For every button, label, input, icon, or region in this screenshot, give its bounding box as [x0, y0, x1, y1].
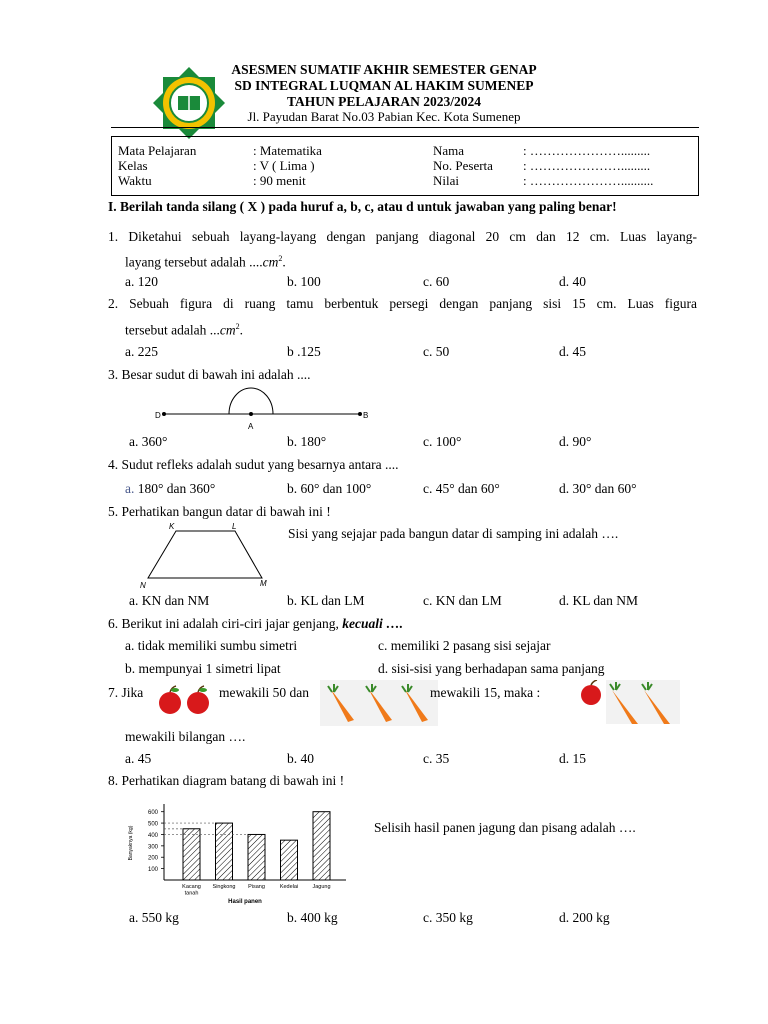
school-address: Jl. Payudan Barat No.03 Pabian Kec. Kota Sumenep: [247, 109, 521, 124]
angle-diagram: [150, 380, 380, 432]
bar-2: [248, 834, 265, 880]
x-tick-label: Kedelai: [279, 884, 299, 890]
q1-option-c[interactable]: c. 60: [423, 274, 450, 289]
q3-option-a[interactable]: a. 360°: [129, 434, 168, 449]
q2-text-line2: tersebut adalah $...cm^2$.: [125, 322, 243, 338]
q4-option-b[interactable]: b. 60° dan 100°: [287, 481, 372, 496]
q2-option-c[interactable]: c. 50: [423, 344, 450, 359]
x-tick-label: Jagung: [312, 884, 331, 890]
apple-carrot-group: [576, 680, 680, 724]
q6-option-a[interactable]: a. tidak memiliki sumbu simetri: [125, 638, 298, 653]
q4-text: 4. Sudut refleks adalah sudut yang besarnya antara ....: [108, 457, 399, 472]
x-tick-label: Singkong: [212, 884, 236, 890]
angle-arc: [229, 388, 273, 414]
q5-text: 5. Perhatikan bangun datar di bawah ini !: [108, 504, 331, 519]
q7-option-b[interactable]: b. 40: [287, 751, 314, 766]
apple-icon: [159, 686, 181, 714]
point-a: [249, 412, 253, 416]
subject-value: : Matematika: [253, 143, 322, 158]
y-tick-label: 200: [147, 855, 158, 862]
y-tick-label: 500: [147, 821, 158, 828]
q5-side-text: Sisi yang sejajar pada bangun datar di samping ini adalah ….: [288, 526, 619, 541]
apple-icon-pair: [156, 685, 214, 717]
trapezoid-diagram: [136, 520, 272, 592]
label-b: B: [363, 411, 369, 420]
time-value: : 90 menit: [253, 173, 306, 188]
label-k: K: [169, 522, 175, 531]
q2-option-b[interactable]: b .125: [287, 344, 321, 359]
label-n: N: [140, 581, 146, 590]
q6-option-c[interactable]: c. memiliki 2 pasang sisi sejajar: [378, 638, 551, 653]
q8-option-b[interactable]: b. 400 kg: [287, 910, 338, 925]
y-tick-label: 300: [147, 844, 158, 851]
apple-icon: [187, 686, 209, 714]
q5-option-d[interactable]: d. KL dan NM: [559, 593, 638, 608]
q3-option-d[interactable]: d. 90°: [559, 434, 592, 449]
q4-option-d[interactable]: d. 30° dan 60°: [559, 481, 637, 496]
header-rule: [111, 127, 699, 128]
label-m: M: [260, 579, 267, 588]
y-tick-label: 600: [147, 810, 158, 817]
x-tick-label: Kacang: [182, 884, 201, 890]
q7-option-a[interactable]: a. 45: [125, 751, 152, 766]
student-info-box: [111, 136, 699, 196]
q6-text: 6. Berikut ini adalah ciri-ciri jajar genjang, kecuali ….: [108, 616, 404, 631]
school-year: TAHUN PELAJARAN 2023/2024: [286, 94, 481, 109]
q1-option-b[interactable]: b. 100: [287, 274, 321, 289]
q7-option-c[interactable]: c. 35: [423, 751, 450, 766]
trapezoid-shape: [148, 531, 262, 578]
label-l: L: [232, 522, 237, 531]
q8-text: 8. Perhatikan diagram batang di bawah ini !: [108, 773, 345, 788]
label-a: A: [248, 422, 254, 431]
q7-carrot-text: mewakili 15, maka :: [430, 685, 541, 700]
class-value: : V ( Lima ): [253, 158, 315, 173]
q1-text-line1: 1. Diketahui sebuah layang-layang dengan panjang diagonal 20 cm dan 12 cm. Luas layang-: [108, 229, 697, 244]
apple-icon: [581, 680, 601, 705]
label-d: D: [155, 411, 161, 420]
q7-option-d[interactable]: d. 15: [559, 751, 586, 766]
y-tick-label: 400: [147, 832, 158, 839]
q1-option-a[interactable]: a. 120: [125, 274, 158, 289]
bar-3: [281, 840, 298, 880]
participant-number-field[interactable]: : ………………….........: [523, 158, 651, 173]
q6-option-b[interactable]: b. mempunyai 1 simetri lipat: [125, 661, 281, 676]
y-axis-label: Banyaknya (kg): [128, 825, 134, 861]
harvest-bar-chart: [112, 798, 352, 908]
q1-text-line2: layang tersebut adalah $....cm^2$.: [125, 254, 286, 270]
q4-option-a[interactable]: a. 180° dan 360°: [125, 481, 216, 496]
q2-option-d[interactable]: d. 45: [559, 344, 586, 359]
q2-option-a[interactable]: a. 225: [125, 344, 158, 359]
y-tick-label: 100: [147, 867, 158, 874]
q5-option-b[interactable]: b. KL dan LM: [287, 593, 365, 608]
x-tick-label: Pisang: [248, 884, 265, 890]
q8-option-d[interactable]: d. 200 kg: [559, 910, 610, 925]
q3-text: 3. Besar sudut di bawah ini adalah ....: [108, 367, 311, 382]
name-label: Nama: [433, 143, 465, 158]
q7-apple-text: mewakili 50 dan: [219, 685, 309, 700]
score-label: Nilai: [433, 173, 459, 188]
q7-jika: 7. Jika: [108, 685, 144, 700]
point-d: [162, 412, 166, 416]
bar-4: [313, 812, 330, 880]
school-name: SD INTEGRAL LUQMAN AL HAKIM SUMENEP: [234, 78, 534, 93]
exam-title: ASESMEN SUMATIF AKHIR SEMESTER GENAP: [231, 62, 537, 77]
q4-option-c[interactable]: c. 45° dan 60°: [423, 481, 500, 496]
carrot-icon-group: [320, 680, 438, 726]
q2-text-line1: 2. Sebuah figura di ruang tamu berbentuk persegi dengan panjang sisi 15 cm. Luas figura: [108, 296, 697, 311]
subject-label: Mata Pelajaran: [118, 143, 197, 158]
participant-number-label: No. Peserta: [433, 158, 493, 173]
q8-option-c[interactable]: c. 350 kg: [423, 910, 473, 925]
score-field[interactable]: : …………………..........: [523, 173, 654, 188]
x-tick-label: tanah: [184, 890, 199, 897]
q3-option-c[interactable]: c. 100°: [423, 434, 462, 449]
q5-option-c[interactable]: c. KN dan LM: [423, 593, 502, 608]
time-label: Waktu: [118, 173, 152, 188]
x-axis-label: Hasil panen: [228, 899, 262, 905]
bar-1: [216, 823, 233, 880]
class-label: Kelas: [118, 158, 148, 173]
q1-option-d[interactable]: d. 40: [559, 274, 586, 289]
q8-side-text: Selisih hasil panen jagung dan pisang adalah ….: [374, 820, 636, 835]
q8-option-a[interactable]: a. 550 kg: [129, 910, 179, 925]
name-field[interactable]: : ………………….........: [523, 143, 651, 158]
q3-option-b[interactable]: b. 180°: [287, 434, 327, 449]
point-b: [358, 412, 362, 416]
q7-text-line2: mewakili bilangan ….: [125, 729, 246, 744]
q5-option-a[interactable]: a. KN dan NM: [129, 593, 210, 608]
q6-option-d[interactable]: d. sisi-sisi yang berhadapan sama panjang: [378, 661, 605, 676]
bar-0: [183, 829, 200, 880]
section-instruction: I. Berilah tanda silang ( X ) pada huruf a, b, c, atau d untuk jawaban yang paling benar!: [108, 199, 617, 214]
